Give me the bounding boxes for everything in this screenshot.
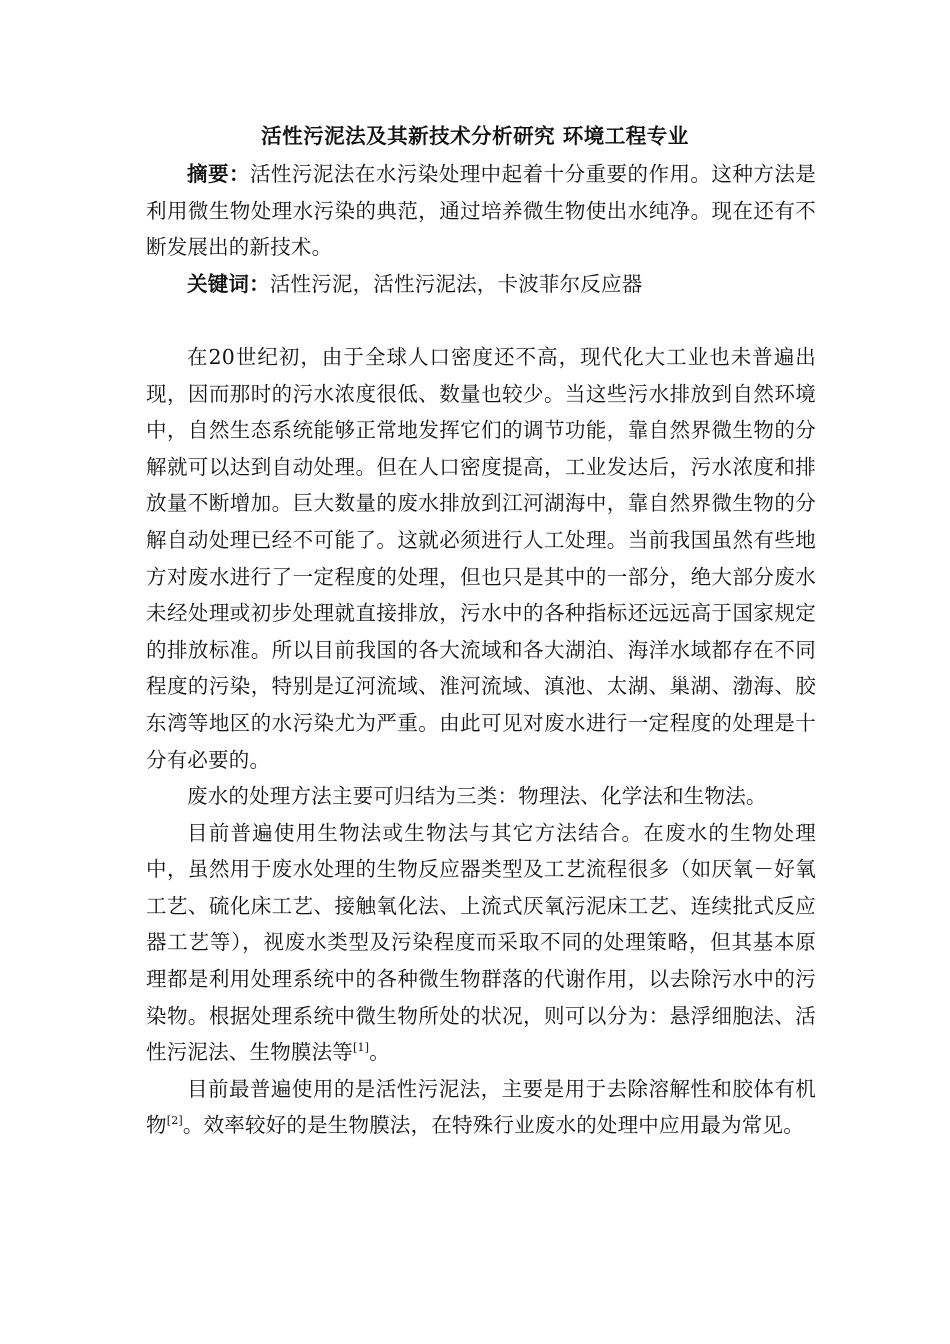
body-paragraph-4 bbox=[146, 1071, 816, 1144]
paragraph-3-text: 目前普遍使用生物法或生物法与其它方法结合。在废水的生物处理中，虽然用于废水处理的生物反应器类型及工艺流程很多（如厌氧－好氧工艺、硫化床工艺、接触氧化法、上流式厌氧污泥床工艺、连续批式反应器工艺等），视废水类型及污染程度而采取不同的处理策略，但其基本原理都是利用处理系统中的各种微生物群落的代谢作用，以去除污水中的污染物。根据处理系统中微生物所处的状况，则可以分为：悬浮细胞法、活性污泥法、生物膜法等 bbox=[146, 820, 816, 1065]
abstract-label: 摘要： bbox=[187, 162, 250, 186]
body-paragraph-2: 废水的处理方法主要可归结为三类：物理法、化学法和生物法。 bbox=[187, 784, 767, 809]
body-paragraph-3 bbox=[146, 815, 816, 1071]
citation-ref-2: [2] bbox=[166, 1114, 183, 1128]
paragraph-4-text-a: 目前最普遍使用的是活性污泥法，主要是用于去除溶解性和胶体有机物 bbox=[146, 1076, 816, 1138]
keywords-paragraph bbox=[146, 266, 816, 303]
keywords-label: 关键词： bbox=[187, 271, 270, 296]
keywords-text: 活性污泥，活性污泥法，卡波菲尔反应器 bbox=[269, 271, 643, 296]
paragraph-4-text-b: 。效率较好的是生物膜法，在特殊行业废水的处理中应用最为常见。 bbox=[182, 1113, 804, 1138]
abstract-text: 活性污泥法在水污染处理中起着十分重要的作用。这种方法是利用微生物处理水污染的典范，通过培养微生物使出水纯净。现在还有不断发展出的新技术。 bbox=[146, 162, 816, 260]
body-paragraph-1: 在20世纪初，由于全球人口密度还不高，现代化大工业也未普遍出现，因而那时的污水浓度很低、数量也较少。当这些污水排放到自然环境中，自然生态系统能够正常地发挥它们的调节功能，靠自然界微生物的分解就可以达到自动处理。但在人口密度提高，工业发达后，污水浓度和排放量不断增加。巨大数量的废水排放到江河湖海中，靠自然界微生物的分解自动处理已经不可能了。这就必须进行人工处理。当前我国虽然有些地方对废水进行了一定程度的处理，但也只是其中的一部分，绝大部分废水未经处理或初步处理就直接排放，污水中的各种指标还远远高于国家规定的排放标准。所以目前我国的各大流域和各大湖泊、海洋水域都存在不同程度的污染，特别是辽河流域、淮河流域、滇池、太湖、巢湖、渤海、胶东湾等地区的水污染尤为严重。由此可见对废水进行一定程度的处理是十分有必要的。 bbox=[146, 344, 816, 772]
abstract-paragraph bbox=[146, 156, 816, 266]
citation-ref-1: [1] bbox=[353, 1041, 370, 1055]
document-title: 活性污泥法及其新技术分析研究 环境工程专业 bbox=[261, 124, 689, 148]
blank-line bbox=[146, 302, 816, 339]
paragraph-3-end: 。 bbox=[369, 1040, 390, 1065]
document-body bbox=[146, 156, 816, 1144]
